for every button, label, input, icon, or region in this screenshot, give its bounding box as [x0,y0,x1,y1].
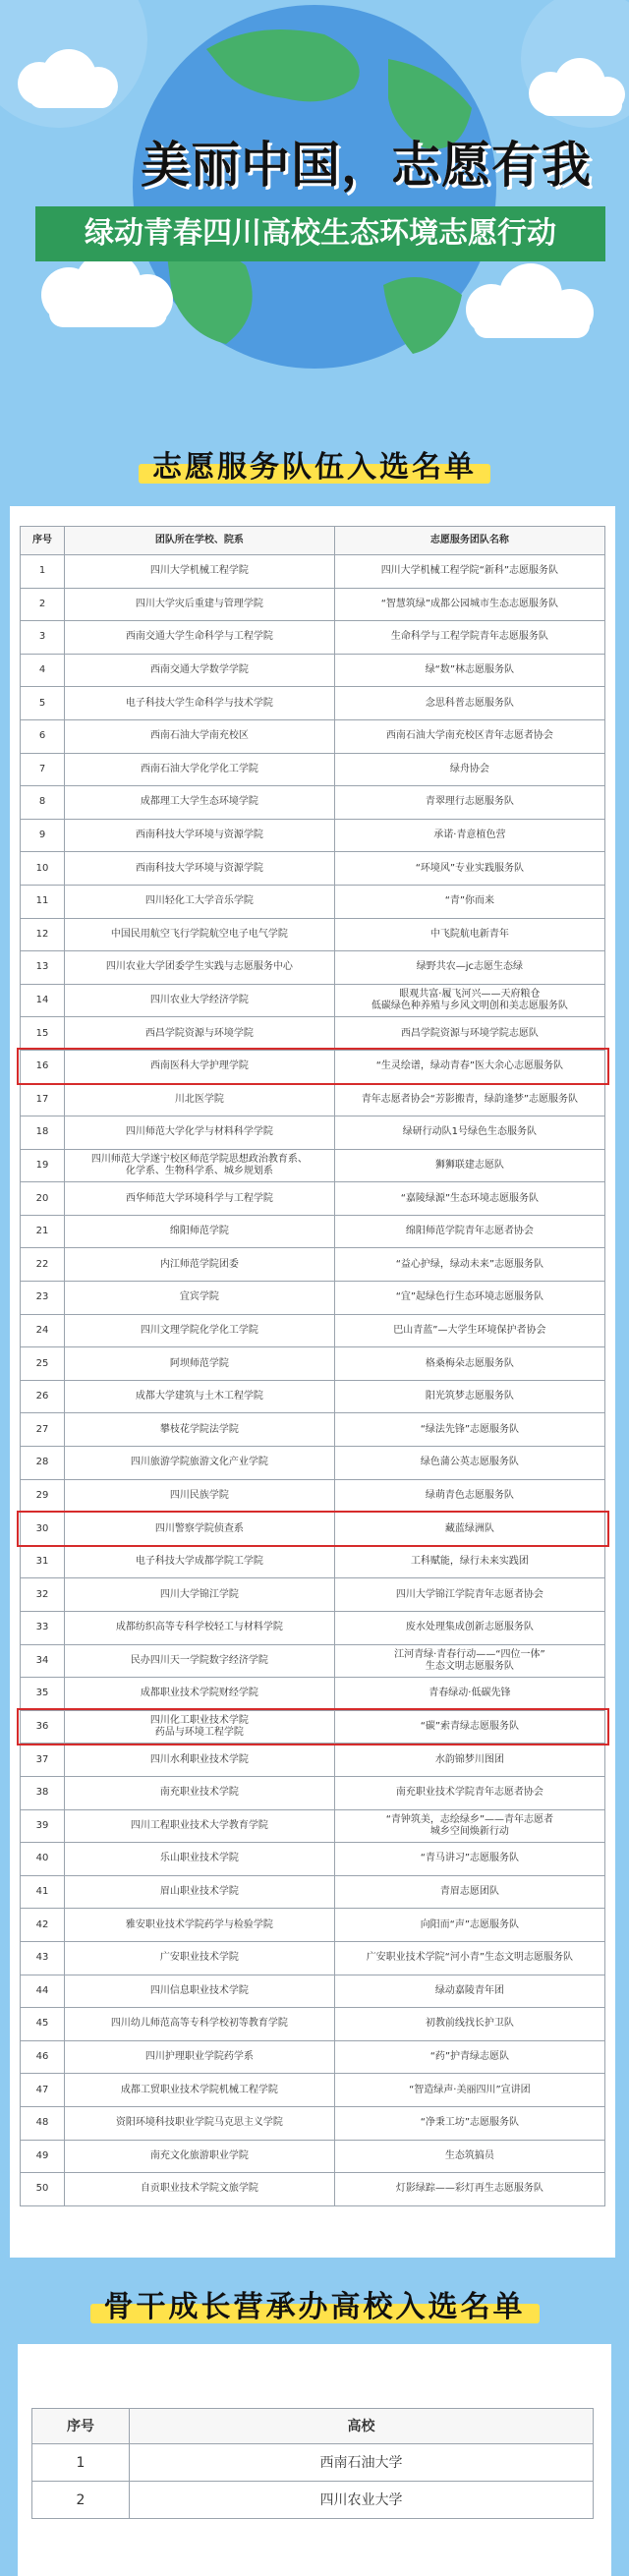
section-heading-camps [0,2282,629,2325]
row-number: 23 [21,1282,65,1315]
table-row [21,852,605,886]
row-team: 绿研行动队1号绿色生态服务队 [334,1116,604,1150]
row-team: “青马讲习”志愿服务队 [334,1843,604,1876]
row-team: 绿野共农—jc志愿生态绿 [334,951,604,985]
table-row [21,951,605,985]
table-row [21,1909,605,1942]
row-number: 50 [21,2173,65,2206]
col2-header-no: 序号 [32,2409,130,2444]
row-number: 34 [21,1644,65,1678]
table-row [21,1612,605,1645]
row-number: 16 [21,1050,65,1083]
row-school: 四川警察学院侦查系 [65,1513,335,1546]
row-school: 南充文化旅游职业学院 [65,2140,335,2173]
row-number: 27 [21,1413,65,1447]
row-number: 45 [21,2008,65,2041]
row-school: 阿坝师范学院 [65,1347,335,1381]
row-school: 四川文理学院化学化工学院 [65,1314,335,1347]
table-row [21,1447,605,1480]
row-team: 生命科学与工程学院青年志愿服务队 [334,621,604,655]
row-school: 资阳环境科技职业学院马克思主义学院 [65,2106,335,2140]
row-school: 四川农业大学 [130,2482,594,2519]
row-school: 四川信息职业技术学院 [65,1975,335,2008]
row-number: 29 [21,1479,65,1513]
row-number: 26 [21,1380,65,1413]
row-school: 四川旅游学院旅游文化产业学院 [65,1447,335,1480]
row-number: 7 [21,753,65,786]
row-team: 格桑梅朵志愿服务队 [334,1347,604,1381]
row-number: 10 [21,852,65,886]
hero-banner [0,0,629,423]
col-header-team: 志愿服务团队名称 [334,527,604,555]
row-team: “青钟筑美，志绘绿乡”——青年志愿者 城乡空间焕新行动 [334,1809,604,1843]
row-team: 西南石油大学南充校区青年志愿者协会 [334,719,604,753]
row-team: 狮狮联建志愿队 [334,1149,604,1182]
row-team: 初教前线找长护卫队 [334,2008,604,2041]
row-school: 西南石油大学化学化工学院 [65,753,335,786]
row-school: 四川大学灾后重建与管理学院 [65,588,335,621]
table-row [21,1644,605,1678]
row-team: “净秉工坊”志愿服务队 [334,2106,604,2140]
table-row [21,1975,605,2008]
row-number: 42 [21,1909,65,1942]
table-row [21,1413,605,1447]
table-row [21,885,605,918]
table-row [32,2444,594,2482]
table-row [21,918,605,951]
row-number: 47 [21,2074,65,2107]
row-number: 38 [21,1776,65,1809]
row-number: 13 [21,951,65,985]
row-number: 19 [21,1149,65,1182]
table-row [21,1248,605,1282]
row-school: 内江师范学院团委 [65,1248,335,1282]
row-team: 中飞院航电新青年 [334,918,604,951]
row-number: 9 [21,819,65,852]
row-number: 8 [21,786,65,820]
row-school: 自贡职业技术学院文旅学院 [65,2173,335,2206]
row-school: 西南石油大学 [130,2444,594,2482]
row-team: 南充职业技术学院青年志愿者协会 [334,1776,604,1809]
row-school: 四川水利职业技术学院 [65,1744,335,1777]
section-heading-text: 志愿服务队伍入选名单 [139,442,490,486]
highlight-row-30 [17,1511,609,1548]
row-team: “绿法先锋”志愿服务队 [334,1413,604,1447]
section-heading-text-2: 骨干成长营承办高校入选名单 [90,2282,540,2325]
table-row [21,1347,605,1381]
row-school: 西南科技大学环境与资源学院 [65,852,335,886]
row-team: “智造绿声·美丽四川”宣讲团 [334,2074,604,2107]
row-school: 雅安职业技术学院药学与检验学院 [65,1909,335,1942]
table-row [21,1479,605,1513]
row-team: 四川大学锦江学院青年志愿者协会 [334,1578,604,1612]
table-row [21,1116,605,1150]
row-team: 水韵锦梦川图团 [334,1744,604,1777]
row-team: 向阳而“声”志愿服务队 [334,1909,604,1942]
row-team: 青春绿动·低碳先锋 [334,1678,604,1711]
row-school: 攀枝花学院法学院 [65,1413,335,1447]
row-team: 阳光筑梦志愿服务队 [334,1380,604,1413]
row-school: 成都工贸职业技术学院机械工程学院 [65,2074,335,2107]
table-row [21,2173,605,2206]
row-team: “智慧筑绿”成都公园城市生态志愿服务队 [334,588,604,621]
row-number: 14 [21,984,65,1017]
row-school: 四川农业大学经济学院 [65,984,335,1017]
highlight-row-16 [17,1048,609,1085]
row-number: 28 [21,1447,65,1480]
row-number: 36 [21,1710,65,1744]
row-number: 35 [21,1678,65,1711]
row-team: 生态筑搞员 [334,2140,604,2173]
row-school: 西南石油大学南充校区 [65,719,335,753]
row-number: 2 [21,588,65,621]
row-school: 成都纺织高等专科学校轻工与材料学院 [65,1612,335,1645]
row-number: 32 [21,1578,65,1612]
row-team: 念思科普志愿服务队 [334,687,604,720]
row-school: 四川农业大学团委学生实践与志愿服务中心 [65,951,335,985]
row-team: 绿“数”林志愿服务队 [334,654,604,687]
table-row [21,1083,605,1116]
row-team: 承诺·青意植色营 [334,819,604,852]
row-school: 乐山职业技术学院 [65,1843,335,1876]
row-school: 西昌学院资源与环境学院 [65,1017,335,1051]
row-number: 2 [32,2482,130,2519]
table-row [21,1843,605,1876]
row-number: 44 [21,1975,65,2008]
row-number: 21 [21,1215,65,1248]
table-row [21,1182,605,1216]
row-team: 绵阳师范学院青年志愿者协会 [334,1215,604,1248]
page-subtitle: 绿动青春四川高校生态环境志愿行动 [35,206,605,261]
page-title: 美丽中国，志愿有我 [141,137,592,194]
table-row [21,1314,605,1347]
row-school: 电子科技大学成都学院工学院 [65,1545,335,1578]
row-number: 41 [21,1875,65,1909]
row-team: 绿舟协会 [334,753,604,786]
table-row [21,1875,605,1909]
team-table [20,526,605,2206]
row-number: 22 [21,1248,65,1282]
row-school: 南充职业技术学院 [65,1776,335,1809]
camp-table [31,2408,594,2519]
table-row [21,654,605,687]
row-school: 成都大学建筑与土木工程学院 [65,1380,335,1413]
table-row [21,2040,605,2074]
table-row [21,1578,605,1612]
row-school: 西南科技大学环境与资源学院 [65,819,335,852]
row-school: 成都理工大学生态环境学院 [65,786,335,820]
col-header-no: 序号 [21,527,65,555]
row-team: “青”你而来 [334,885,604,918]
table-row [21,1678,605,1711]
table-row [21,1380,605,1413]
table-row [21,1545,605,1578]
table-row [21,753,605,786]
row-number: 31 [21,1545,65,1578]
row-team: “碳”索青绿志愿服务队 [334,1710,604,1744]
row-team: 广安职业技术学院“河小青”生态文明志愿服务队 [334,1941,604,1975]
row-number: 39 [21,1809,65,1843]
row-team: “生灵绘谱，绿动青春”医大余心志愿服务队 [334,1050,604,1083]
col2-header-school: 高校 [130,2409,594,2444]
table-row [21,984,605,1017]
row-team: 青眉志愿团队 [334,1875,604,1909]
table-row [21,2140,605,2173]
row-team: 江河青绿·青春行动——“四位一体” 生态文明志愿服务队 [334,1644,604,1678]
row-team: 废水处理集成创新志愿服务队 [334,1612,604,1645]
row-number: 5 [21,687,65,720]
row-number: 33 [21,1612,65,1645]
row-number: 1 [21,555,65,589]
row-school: 西华师范大学环境科学与工程学院 [65,1182,335,1216]
table-row [21,819,605,852]
row-school: 四川民族学院 [65,1479,335,1513]
row-team: “环境风”专业实践服务队 [334,852,604,886]
row-team: 藏蓝绿洲队 [334,1513,604,1546]
table-row [21,1941,605,1975]
table-row [21,1744,605,1777]
row-school: 广安职业技术学院 [65,1941,335,1975]
row-number: 46 [21,2040,65,2074]
row-number: 18 [21,1116,65,1150]
row-team: “宜”起绿色行生态环境志愿服务队 [334,1282,604,1315]
row-school: 西南医科大学护理学院 [65,1050,335,1083]
row-number: 24 [21,1314,65,1347]
row-number: 11 [21,885,65,918]
row-number: 30 [21,1513,65,1546]
row-team: “药”护青绿志愿队 [334,2040,604,2074]
table-row [21,1282,605,1315]
row-school: 四川护理职业学院药学系 [65,2040,335,2074]
row-team: “嘉陵绿源”生态环境志愿服务队 [334,1182,604,1216]
row-number: 17 [21,1083,65,1116]
row-number: 49 [21,2140,65,2173]
row-school: 四川化工职业技术学院 药品与环境工程学院 [65,1710,335,1744]
table-row [21,1215,605,1248]
row-team: 巴山青蓝”—大学生环境保护者协会 [334,1314,604,1347]
row-team: 灯影绿踪——彩灯再生志愿服务队 [334,2173,604,2206]
table-row [21,1776,605,1809]
row-number: 43 [21,1941,65,1975]
row-school: 西南交通大学数学学院 [65,654,335,687]
row-team: 工科赋能，绿行未来实践团 [334,1545,604,1578]
row-school: 成都职业技术学院财经学院 [65,1678,335,1711]
row-team: 绿色蒲公英志愿服务队 [334,1447,604,1480]
row-school: 西南交通大学生命科学与工程学院 [65,621,335,655]
row-school: 四川大学机械工程学院 [65,555,335,589]
table-row [21,588,605,621]
row-school: 四川大学锦江学院 [65,1578,335,1612]
row-school: 四川工程职业技术大学教育学院 [65,1809,335,1843]
row-number: 1 [32,2444,130,2482]
row-number: 40 [21,1843,65,1876]
table-row [21,1017,605,1051]
table-row [21,719,605,753]
row-number: 12 [21,918,65,951]
row-team: 青年志愿者协会“芳影搬青，绿韵逢梦”志愿服务队 [334,1083,604,1116]
row-number: 48 [21,2106,65,2140]
table-row [21,2074,605,2107]
row-team: 绿萌青色志愿服务队 [334,1479,604,1513]
row-number: 37 [21,1744,65,1777]
table-row [21,786,605,820]
row-school: 四川幼儿师范高等专科学校初等教育学院 [65,2008,335,2041]
table2-header-row [32,2409,594,2444]
row-number: 4 [21,654,65,687]
row-school: 中国民用航空飞行学院航空电子电气学院 [65,918,335,951]
row-school: 民办四川天一学院数字经济学院 [65,1644,335,1678]
table-row [21,687,605,720]
highlight-row-36 [17,1708,609,1746]
table-header-row [21,527,605,555]
row-number: 20 [21,1182,65,1216]
row-school: 川北医学院 [65,1083,335,1116]
table-row [21,2008,605,2041]
row-team: 四川大学机械工程学院“新科”志愿服务队 [334,555,604,589]
row-school: 绵阳师范学院 [65,1215,335,1248]
table-row [21,2106,605,2140]
row-school: 电子科技大学生命科学与技术学院 [65,687,335,720]
table-row [21,621,605,655]
row-school: 宜宾学院 [65,1282,335,1315]
row-number: 15 [21,1017,65,1051]
table-row [32,2482,594,2519]
row-school: 四川轻化工大学音乐学院 [65,885,335,918]
row-number: 6 [21,719,65,753]
row-school: 眉山职业技术学院 [65,1875,335,1909]
row-number: 25 [21,1347,65,1381]
row-team: “益心护绿，绿动未来”志愿服务队 [334,1248,604,1282]
row-school: 四川师范大学遂宁校区师范学院思想政治教育系、 化学系、生物科学系、城乡规划系 [65,1149,335,1182]
table-row [21,555,605,589]
table-row [21,1149,605,1182]
row-team: 青翠理行志愿服务队 [334,786,604,820]
row-number: 3 [21,621,65,655]
row-team: 绿动嘉陵青年团 [334,1975,604,2008]
section-heading-teams [0,442,629,486]
col-header-school: 团队所在学校、院系 [65,527,335,555]
row-team: 西昌学院资源与环境学院志愿队 [334,1017,604,1051]
row-team: 眼观共富·履飞河兴——天府粮仓 低碳绿色种养殖与乡风文明创和美志愿服务队 [334,984,604,1017]
table-row [21,1809,605,1843]
row-school: 四川师范大学化学与材料科学学院 [65,1116,335,1150]
